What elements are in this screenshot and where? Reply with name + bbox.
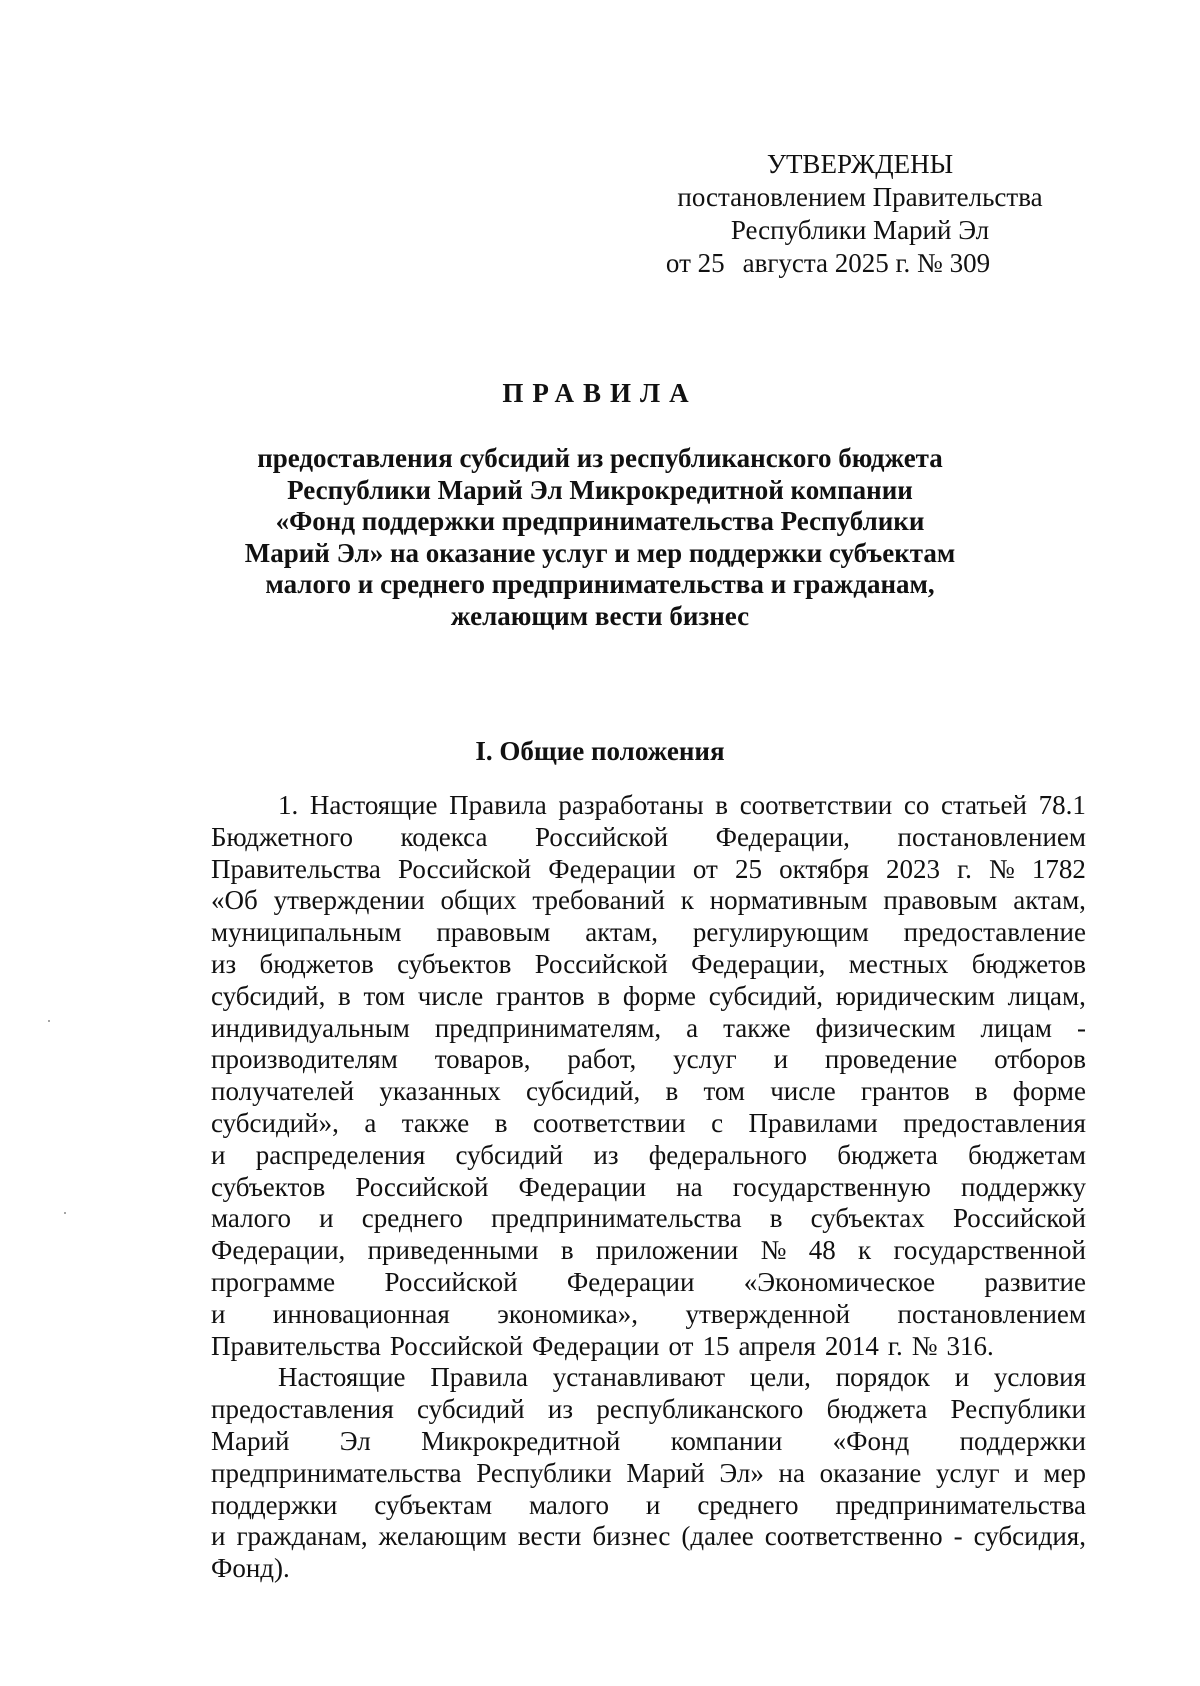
subtitle-line: желающим вести бизнес [450, 600, 750, 631]
section-title: I. Общие положения [475, 736, 725, 766]
paragraph-1 [211, 790, 1086, 1362]
document-subtitle [220, 443, 980, 632]
approval-date-rest: августа 2025 г. № 309 [742, 248, 991, 278]
subtitle-line: предоставления субсидий из республиканского бюджета [257, 443, 943, 473]
text-line: и инновационная экономика», утвержденной постановлением [211, 1298, 1086, 1329]
text-line: Марий Эл Микрокредитной компании «Фонд поддержки [211, 1425, 1086, 1456]
scan-speck [64, 1212, 66, 1214]
subtitle-line: «Фонд поддержки предпринимательства Республики [275, 506, 925, 536]
body-text [211, 790, 1086, 1585]
text-line: Фонд). [211, 1553, 290, 1584]
approval-line-2: Республики Марий Эл [730, 215, 990, 245]
text-line: «Об утверждении общих требований к нормативным правовым актам, [211, 885, 1086, 916]
text-line: из бюджетов субъектов Российской Федерации, местных бюджетов [211, 948, 1086, 979]
text-line: программе Российской Федерации «Экономическое развитие [211, 1266, 1086, 1297]
text-line: Бюджетного кодекса Российской Федерации, постановлением [211, 821, 1086, 852]
text-line: Настоящие Правила устанавливают цели, порядок и условия [278, 1362, 1086, 1393]
text-line: Правительства Российской Федерации от 15 апреля 2014 г. № 316. [211, 1330, 994, 1361]
text-line: малого и среднего предпринимательства в субъектах Российской [211, 1203, 1086, 1234]
approval-block [640, 148, 1080, 280]
text-line: Правительства Российской Федерации от 25 октября 2023 г. № 1782 [211, 853, 1086, 884]
text-line: субсидий», а также в соответствии с Правилами предоставления [211, 1107, 1086, 1138]
approval-line-1: постановлением Правительства [677, 182, 1043, 212]
text-line: 1. Настоящие Правила разработаны в соответствии со статьей 78.1 [278, 790, 1086, 820]
approval-date [638, 247, 1018, 280]
subtitle-line: Марий Эл» на оказание услуг и мер поддержки субъектам [244, 537, 956, 568]
paragraph-2 [211, 1362, 1086, 1585]
text-line: предпринимательства Республики Марий Эл» на оказание услуг и мер [211, 1457, 1086, 1488]
text-line: муниципальным правовым актам, регулирующим предоставление [211, 917, 1086, 948]
subtitle-line: малого и среднего предпринимательства и гражданам, [265, 569, 935, 599]
text-line: и гражданам, желающим вести бизнес (далее соответственно - субсидия, [211, 1521, 1086, 1552]
approved-label: УТВЕРЖДЕНЫ [766, 149, 954, 179]
text-line: и распределения субсидий из федерального бюджета бюджетам [211, 1139, 1086, 1170]
text-line: получателей указанных субсидий, в том числе грантов в форме [211, 1076, 1086, 1107]
text-line: субсидий, в том числе грантов в форме субсидий, юридическим лицам, [211, 980, 1086, 1011]
text-line: поддержки субъектам малого и среднего предпринимательства [211, 1489, 1086, 1520]
text-line: индивидуальным предпринимателям, а также физическим лицам - [211, 1012, 1086, 1043]
subtitle-line: Республики Марий Эл Микрокредитной компании [287, 474, 913, 505]
scan-speck [48, 1020, 50, 1022]
text-line: субъектов Российской Федерации на государственную поддержку [211, 1171, 1086, 1202]
text-line: Федерации, приведенными в приложении № 48 к государственной [211, 1235, 1086, 1266]
document-title: ПРАВИЛА [502, 378, 698, 408]
approval-date-prefix: от 25 [665, 248, 725, 278]
text-line: производителям товаров, работ, услуг и проведение отборов [211, 1044, 1086, 1075]
text-line: предоставления субсидий из республиканского бюджета Республики [211, 1394, 1086, 1425]
